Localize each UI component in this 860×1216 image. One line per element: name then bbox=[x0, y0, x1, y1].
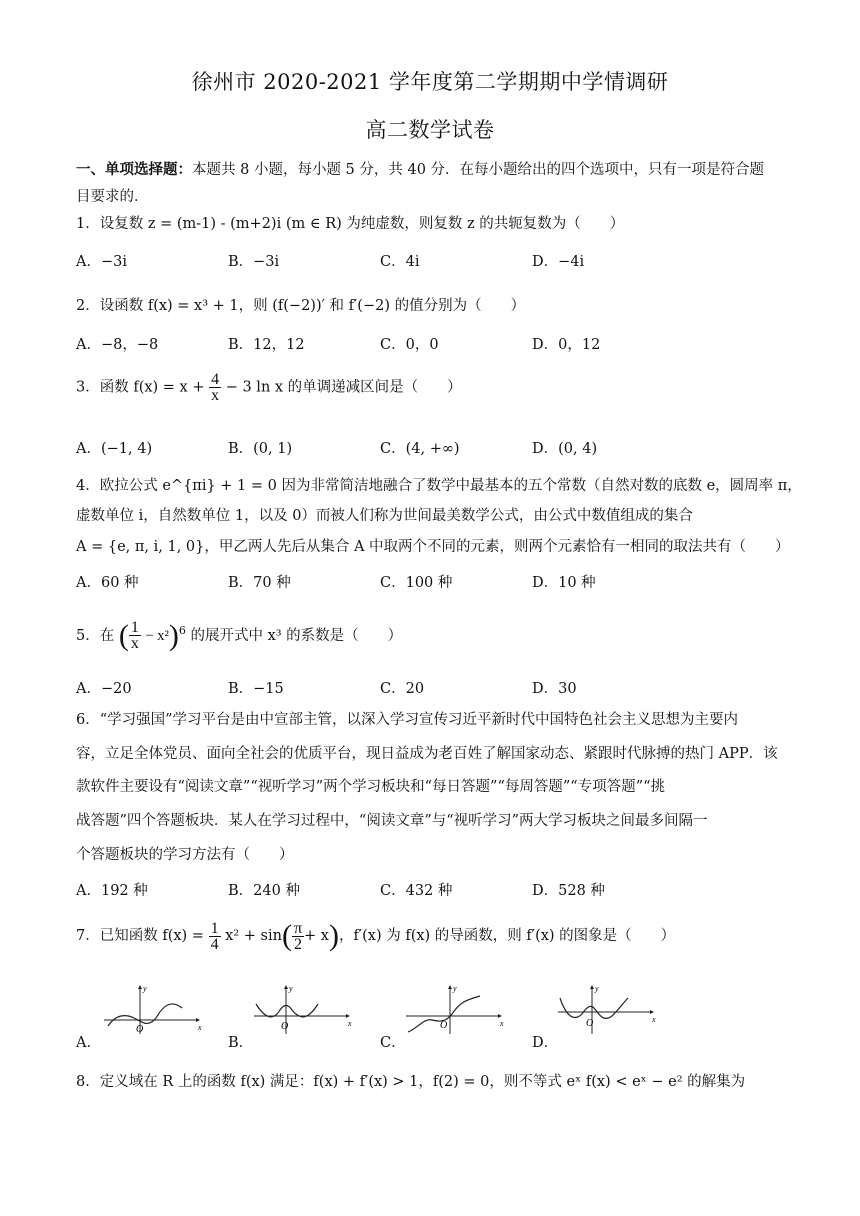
q7-graph-options bbox=[76, 982, 796, 1054]
q5-option-a: A．−20 bbox=[76, 681, 132, 697]
svg-text:O: O bbox=[440, 1020, 448, 1031]
q7-graph-b bbox=[228, 982, 378, 1054]
q2-options bbox=[76, 333, 796, 355]
q7-fraction-1: $\frac{1}{4}$ bbox=[210, 919, 219, 953]
q2-option-b: B．12，12 bbox=[228, 337, 305, 353]
q5-stem: 5．在 ( $\frac{1}{x}$ − x²)$^6$ 的展开式中 x³ 的系数是（ ） bbox=[76, 618, 403, 653]
q3-option-a: A．(−1, 4) bbox=[76, 441, 153, 457]
q2-option-c: C．0，0 bbox=[380, 337, 439, 353]
q7-graph-d bbox=[532, 982, 682, 1054]
q1-option-b: B．−3i bbox=[228, 254, 280, 270]
q5-stem-pre: 5．在 bbox=[76, 627, 115, 644]
q3-options bbox=[76, 437, 796, 459]
q2-option-a: A．−8，−8 bbox=[76, 337, 159, 353]
graph-a-plot bbox=[96, 982, 206, 1038]
q5-stem-mid: − x² bbox=[145, 627, 169, 644]
q2-option-d: D．0，12 bbox=[532, 337, 601, 353]
q7-graph-c-label: C． bbox=[380, 1035, 406, 1051]
svg-text:y: y bbox=[453, 984, 457, 993]
q7-graph-d-label: D． bbox=[532, 1035, 559, 1051]
graph-d-plot bbox=[552, 982, 662, 1038]
q5-fraction: $\frac{1}{x}$ bbox=[130, 619, 139, 653]
q3-option-c: C．(4, +∞) bbox=[380, 441, 460, 457]
q8-stem: 8．定义域在 R 上的函数 f(x) 满足：f(x) + f′(x) > 1，f(2) = 0，则不等式 eˣ f(x) < eˣ − e² 的解集为 bbox=[76, 1074, 746, 1090]
q7-stem-mid2: + x bbox=[304, 928, 329, 944]
q7-stem-mid: x² + sin bbox=[225, 928, 282, 944]
svg-text:y: y bbox=[595, 984, 599, 993]
q7-graph-a bbox=[76, 982, 226, 1054]
q1-option-a: A．−3i bbox=[76, 254, 127, 270]
q7-graph-c bbox=[380, 982, 530, 1054]
q3-option-d: D．(0, 4) bbox=[532, 441, 598, 457]
q6-line3: 款软件主要设有“阅读文章”“视听学习”两个学习板块和“每日答题”“每周答题”“专项答题”“挑 bbox=[76, 779, 666, 795]
q6-option-d: D．528 种 bbox=[532, 883, 605, 899]
svg-text:y: y bbox=[143, 984, 147, 993]
q1-options bbox=[76, 250, 796, 272]
q6-line1: 6．“学习强国”学习平台是由中宣部主管，以深入学习宣传习近平新时代中国特色社会主义思想为主要内 bbox=[76, 712, 739, 728]
section-intro-b: 目要求的． bbox=[76, 189, 149, 205]
svg-text:O: O bbox=[586, 1018, 594, 1029]
q5-option-b: B．−15 bbox=[228, 681, 284, 697]
q5-options bbox=[76, 677, 796, 699]
q6-line4: 战答题”四个答题板块．某人在学习过程中，“阅读文章”与“视听学习”两大学习板块之间最多间隔一 bbox=[76, 813, 708, 829]
q5-option-c: C．20 bbox=[380, 681, 425, 697]
svg-text:y: y bbox=[289, 984, 293, 993]
svg-text:O: O bbox=[136, 1024, 144, 1035]
graph-b-plot bbox=[248, 982, 358, 1038]
q6-line5: 个答题板块的学习方法有（ ） bbox=[76, 847, 294, 863]
exam-subtitle: 高二数学试卷 bbox=[365, 118, 495, 142]
q6-option-b: B．240 种 bbox=[228, 883, 300, 899]
q7-stem-pre: 7．已知函数 f(x) = bbox=[76, 928, 204, 944]
exam-title: 徐州市 2020-2021 学年度第二学期期中学情调研 bbox=[191, 70, 669, 94]
section-intro bbox=[76, 160, 796, 180]
q7-graph-b-label: B． bbox=[228, 1035, 254, 1051]
q4-line2: 虚数单位 i，自然数单位 1，以及 0）而被人们称为世间最美数学公式，由公式中数值组成的集合 bbox=[76, 508, 693, 524]
section-intro-a: 本题共 8 小题，每小题 5 分，共 40 分．在每小题给出的四个选项中，只有一项是符合题 bbox=[192, 162, 765, 178]
q7-fraction-2: $\frac{\pi}{2}$ bbox=[293, 919, 303, 953]
svg-text:O: O bbox=[281, 1021, 289, 1032]
q6-option-a: A．192 种 bbox=[76, 883, 148, 899]
q3-option-b: B．(0, 1) bbox=[228, 441, 293, 457]
q1-stem: 1．设复数 z = (m-1) - (m+2)i (m ∈ R) 为纯虚数，则复数 z 的共轭复数为（ ） bbox=[76, 216, 625, 232]
q3-stem-pre: 3．函数 f(x) = x + bbox=[76, 379, 205, 396]
q5-option-d: D．30 bbox=[532, 681, 577, 697]
q4-option-a: A．60 种 bbox=[76, 575, 139, 591]
q1-option-d: D．−4i bbox=[532, 254, 585, 270]
q6-option-c: C．432 种 bbox=[380, 883, 453, 899]
q7-stem: 7．已知函数 f(x) = $\frac{1}{4}$ x² + sin( $\frac{\pi}{2}$ + x)，f′(x) 为 f(x) 的导函数，则 f′(x) 的图象是（ ） bbox=[76, 919, 676, 953]
q7-graph-a-label: A． bbox=[76, 1035, 101, 1051]
graph-c-plot bbox=[400, 982, 510, 1038]
q5-exponent: 6 bbox=[178, 624, 186, 637]
svg-text:x: x bbox=[500, 1019, 504, 1028]
q1-option-c: C．4i bbox=[380, 254, 420, 270]
q4-line3: A = {e, π, i, 1, 0}，甲乙两人先后从集合 A 中取两个不同的元素，则两个元素恰有一相同的取法共有（ ） bbox=[76, 539, 790, 555]
svg-text:x: x bbox=[652, 1015, 656, 1024]
q6-line2: 容，立足全体党员、面向全社会的优质平台，现日益成为老百姓了解国家动态、紧跟时代脉搏的热门 APP．该 bbox=[76, 746, 778, 762]
q3-fraction: $\frac{4}{x}$ bbox=[211, 371, 220, 404]
q4-option-d: D．10 种 bbox=[532, 575, 596, 591]
q3-stem-post: − 3 ln x 的单调递减区间是（ ） bbox=[225, 379, 462, 396]
q3-stem bbox=[76, 372, 796, 403]
q7-stem-post: ，f′(x) 为 f(x) 的导函数，则 f′(x) 的图象是（ ） bbox=[338, 928, 676, 944]
q5-stem-post: 的展开式中 x³ 的系数是（ ） bbox=[190, 627, 403, 644]
q4-option-c: C．100 种 bbox=[380, 575, 453, 591]
q6-options bbox=[76, 879, 796, 901]
q4-line1: 4．欧拉公式 e^{πi} + 1 = 0 因为非常简洁地融合了数学中最基本的五个常数（自然对数的底数 e，圆周率 π， bbox=[76, 478, 802, 494]
q4-options bbox=[76, 571, 796, 593]
svg-text:x: x bbox=[198, 1023, 202, 1032]
svg-text:x: x bbox=[348, 1019, 352, 1028]
section-heading: 一、单项选择题： bbox=[76, 161, 192, 178]
q2-stem: 2．设函数 f(x) = x³ + 1，则 (f(−2))′ 和 f′(−2) 的值分别为（ ） bbox=[76, 298, 526, 314]
q4-option-b: B．70 种 bbox=[228, 575, 291, 591]
